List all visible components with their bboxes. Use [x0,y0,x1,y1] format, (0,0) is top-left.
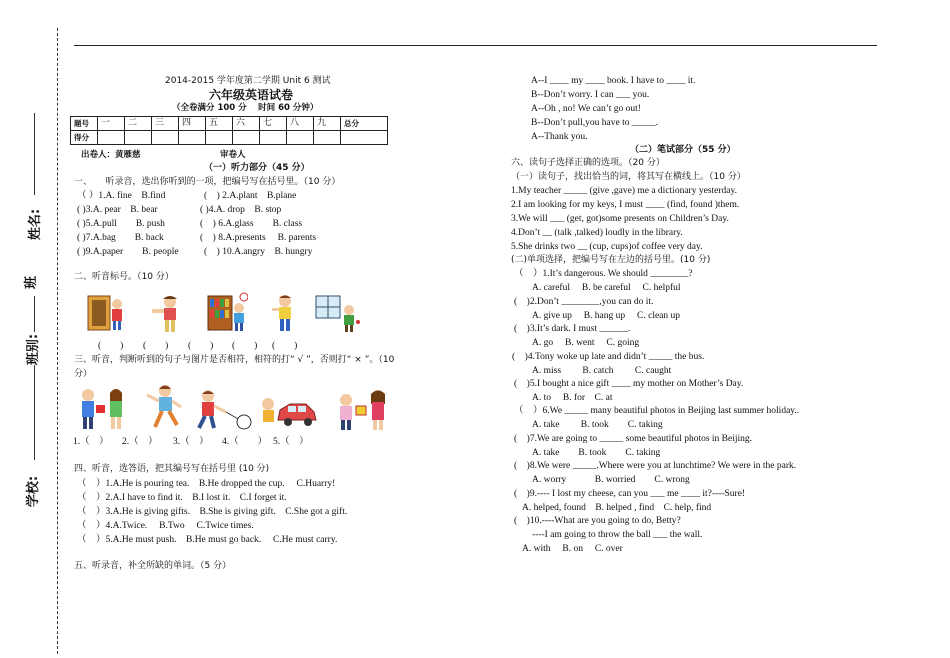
mc-question: ( )4.Tony woke up late and didn’t _____ the bus. [512,352,705,362]
pulling-boy-picture-icon [196,388,254,432]
q1-item: ( )4.A. drop B. stop [200,205,282,215]
q4-title: 四、听音，选答语，把其编号写在括号里 (10 分) [74,464,270,474]
name-label: 姓名: [28,208,44,241]
q2-bracket[interactable]: ( ) [98,341,124,351]
score-col: 七 [260,117,287,131]
score-col: 五 [206,117,233,131]
score-cell[interactable] [314,131,341,145]
mc-question: （ ）6.We _____ many beautiful photos in Beijing last summer holiday.. [514,406,800,416]
q3-answer[interactable]: 2.（ ） [122,437,158,447]
mc-question: ( )10.----What are you going to do, Betty? [514,516,681,526]
top-rule [74,45,877,46]
part1-line: 3.We will ___ (get, got)some presents on Children’s Day. [511,214,729,224]
mc-options: ----I am going to throw the ball ___ the wall. [532,530,703,540]
q2-bracket[interactable]: ( ) [143,341,169,351]
full-marks: （全卷满分 100 分 时间 60 分钟） [172,103,319,113]
score-table [70,116,388,145]
section2-title: （二）笔试部分（55 分） [630,145,736,155]
q4-item: （ ）4.A.Twice. B.Two C.Twice times. [77,521,254,531]
q3-answer[interactable]: 5.（ ） [273,437,309,447]
part1-line: 2.I am looking for my keys, I must ____ (find, found )them. [511,200,740,210]
q2-bracket[interactable]: ( ) [272,341,298,351]
score-cell[interactable] [125,131,152,145]
car-picture-icon [258,394,318,430]
mother-gift-picture-icon [336,388,390,432]
q2-bracket[interactable]: ( ) [188,341,214,351]
part1-line: 1.My teacher _____ (give ,gave) me a dictionary yesterday. [511,186,737,196]
section1-title: （一）听力部分（45 分） [204,163,310,173]
gift-giving-picture-icon [76,385,128,433]
score-cell[interactable] [260,131,287,145]
class-label: 班别: [26,333,42,366]
mc-options-last: A. with B. on C. over [522,544,623,554]
score-col: 一 [98,117,125,131]
mc-question: ( )3.It’s dark. I must ______. [514,324,631,334]
part1-line: 5.She drinks two __ (cup, cups)of coffee very day. [511,242,703,252]
q1-item: ( ) 8.A.presents B. parents [200,233,317,243]
setter: 出卷人：黄雁慈 [81,150,141,160]
mc-question: ( )8.We were _____.Where were you at lunchtime? We were in the park. [514,461,797,471]
q5-title: 五、听录音，补全所缺的单词。（5 分） [74,561,232,571]
q4-item: （ ）1.A.He is pouring tea. B.He dropped the cup. C.Huarry! [77,479,336,489]
score-cell[interactable] [341,131,388,145]
part1-title: （一）读句子，找出恰当的词，将其写在横线上。（10 分） [511,172,746,182]
q1-item: ( ) 10.A.angry B. hungry [204,247,313,257]
mc-question: ( )9.---- I lost my cheese, can you ___ me ____ it?----Sure! [514,489,746,499]
boy-picture-icon [268,292,302,334]
q1-item: （ ）1.A. fine B.find [77,191,166,201]
q6-title: 六、读句子选择正确的选项。（20 分） [511,158,665,168]
dialogue-line: B--Don’t pull,you have to _____. [531,118,659,128]
score-cell[interactable] [287,131,314,145]
mc-options: A. take B. took C. taking [532,448,661,458]
exam-title: 六年级英语试卷 [209,88,294,102]
score-col: 八 [287,117,314,131]
q3-answer[interactable]: 4.（ ） [222,437,268,447]
door-picture-icon [84,292,126,334]
score-col: 三 [152,117,179,131]
score-col: 九 [314,117,341,131]
score-total: 总分 [341,117,388,131]
part2-title: (二)单项选择，把编号写在左边的括号里。(10 分) [511,255,711,265]
q1-item: ( ) 2.A.plant B.plane [204,191,297,201]
q4-item: （ ）2.A.I have to find it. B.I lost it. C.I forget it. [77,493,287,503]
q1-item: ( ) 6.A.glass B. class [200,219,303,229]
dialogue-line: B--Don’t worry. I can ___ you. [531,90,650,100]
score-cell[interactable] [179,131,206,145]
mc-question: ( )5.I bought a nice gift ____ my mother on Mother’s Day. [514,379,744,389]
window-picture-icon [314,292,360,334]
score-col: 六 [233,117,260,131]
class-blank [34,296,35,332]
q3-answer[interactable]: 3.（ ） [173,437,209,447]
mc-options: A. miss B. catch C. caught [532,366,672,376]
q2-title: 二、听音标号。（10 分） [74,272,174,282]
school-blank [34,365,35,460]
q4-item: （ ）3.A.He is giving gifts. B.She is giving gift. C.She got a gift. [77,507,348,517]
mc-options: A. go B. went C. going [532,338,640,348]
mc-options: A. helped, found B. helped , find C. help, find [522,503,712,513]
score-row-label: 得分 [71,131,98,145]
reviewer: 审卷人 [220,150,246,160]
mc-question: ( )7.We are going to _____ some beautiful photos in Beijing. [514,434,753,444]
class-suffix: 班 [24,275,40,290]
q2-bracket[interactable]: ( ) [232,341,258,351]
binding-dashed-line [57,28,58,654]
score-row-label: 题号 [71,117,98,131]
exam-subtitle: 2014-2015 学年度第二学期 Unit 6 测试 [165,76,331,86]
part1-line: 4.Don’t __ (talk ,talked) loudly in the library. [511,228,683,238]
q1-item: ( )3.A. pear B. bear [77,205,158,215]
q3-title-cont: 分） [74,369,93,379]
score-cell[interactable] [98,131,125,145]
mc-options: A. worry B. worried C. wrong [532,475,690,485]
falling-boy-picture-icon [143,381,185,435]
q1-title: 一、 听录音，选出你听到的一项，把编号写在括号里。（10 分） [74,177,341,187]
q1-item: ( )9.A.paper B. people [77,247,179,257]
score-cell[interactable] [206,131,233,145]
dialogue-line: A--Thank you. [531,132,588,142]
q3-answer[interactable]: 1.（ ） [73,437,109,447]
q1-item: ( )7.A.bag B. back [77,233,164,243]
q3-title: 三、听音，判断听到的句子与图片是否相符，相符的打“ √ ”，否则打“ × ”。（10 [74,355,395,365]
score-cell[interactable] [152,131,179,145]
bookshelf-picture-icon [206,292,248,334]
score-col: 二 [125,117,152,131]
score-cell[interactable] [233,131,260,145]
name-blank [34,113,35,195]
mc-options: A. to B. for C. at [532,393,613,403]
mc-options: A. careful B. be careful C. helpful [532,283,681,293]
girl-picture-icon [146,293,186,335]
dialogue-line: A--I ____ my ____ book. I have to ____ it. [531,76,696,86]
mc-options: A. take B. took C. taking [532,420,663,430]
mc-question: （ ）1.It’s dangerous. We should ________? [514,269,693,279]
q4-item: （ ）5.A.He must push. B.He must go back. C.He must carry. [77,535,338,545]
score-col: 四 [179,117,206,131]
mc-options: A. give up B. hang up C. clean up [532,311,681,321]
mc-question: ( )2.Don’t ________,you can do it. [514,297,654,307]
dialogue-line: A--Oh , no! We can’t go out! [531,104,641,114]
q1-item: ( )5.A.pull B. push [77,219,165,229]
school-label: 学校: [26,475,42,508]
